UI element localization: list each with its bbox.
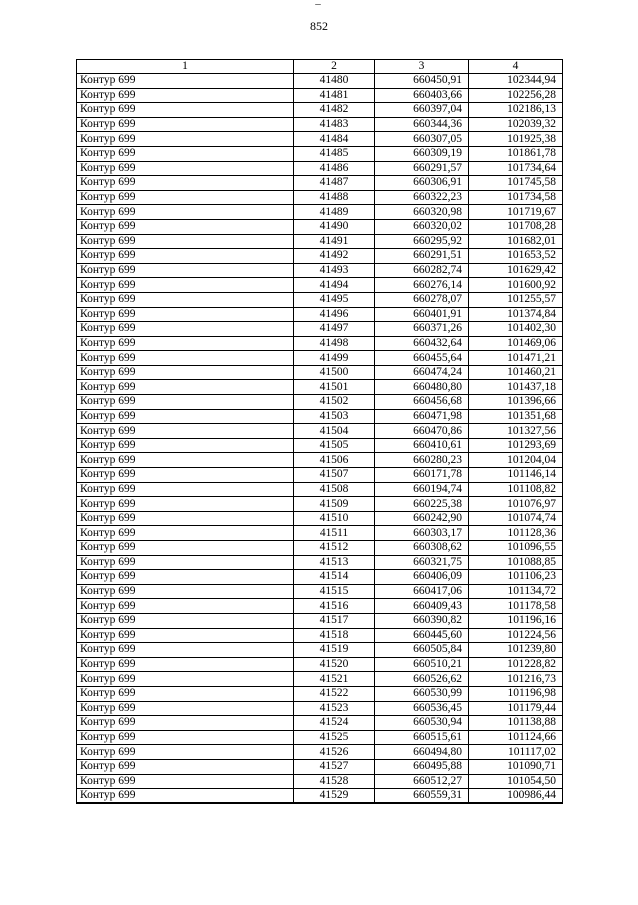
y-coordinate-cell: 101088,85 <box>469 555 563 570</box>
contour-name-cell: Контур 699 <box>77 774 294 789</box>
table-row <box>77 146 563 161</box>
point-number-cell: 41518 <box>294 628 375 643</box>
point-number-cell: 41498 <box>294 336 375 351</box>
contour-name-cell: Контур 699 <box>77 511 294 526</box>
contour-name-cell: Контур 699 <box>77 88 294 103</box>
point-number-cell: 41484 <box>294 132 375 147</box>
table-row <box>77 307 563 322</box>
x-coordinate-cell: 660559,31 <box>375 789 469 804</box>
contour-name-cell: Контур 699 <box>77 380 294 395</box>
contour-name-cell: Контур 699 <box>77 701 294 716</box>
x-coordinate-cell: 660480,80 <box>375 380 469 395</box>
contour-name-cell: Контур 699 <box>77 613 294 628</box>
y-coordinate-cell: 101402,30 <box>469 322 563 337</box>
column-header-2: 2 <box>294 60 375 74</box>
point-number-cell: 41521 <box>294 672 375 687</box>
y-coordinate-cell: 102186,13 <box>469 103 563 118</box>
table-row <box>77 132 563 147</box>
point-number-cell: 41490 <box>294 219 375 234</box>
table-row <box>77 351 563 366</box>
table-row <box>77 292 563 307</box>
x-coordinate-cell: 660171,78 <box>375 468 469 483</box>
table-row <box>77 613 563 628</box>
point-number-cell: 41500 <box>294 365 375 380</box>
x-coordinate-cell: 660225,38 <box>375 497 469 512</box>
point-number-cell: 41497 <box>294 322 375 337</box>
y-coordinate-cell: 101469,06 <box>469 336 563 351</box>
y-coordinate-cell: 101076,97 <box>469 497 563 512</box>
x-coordinate-cell: 660397,04 <box>375 103 469 118</box>
x-coordinate-cell: 660450,91 <box>375 74 469 89</box>
x-coordinate-cell: 660470,86 <box>375 424 469 439</box>
contour-name-cell: Контур 699 <box>77 789 294 804</box>
table-row <box>77 511 563 526</box>
table-row <box>77 190 563 205</box>
x-coordinate-cell: 660307,05 <box>375 132 469 147</box>
x-coordinate-cell: 660303,17 <box>375 526 469 541</box>
table-row <box>77 599 563 614</box>
x-coordinate-cell: 660410,61 <box>375 438 469 453</box>
y-coordinate-cell: 101682,01 <box>469 234 563 249</box>
x-coordinate-cell: 660510,21 <box>375 657 469 672</box>
point-number-cell: 41487 <box>294 176 375 191</box>
point-number-cell: 41504 <box>294 424 375 439</box>
x-coordinate-cell: 660474,24 <box>375 365 469 380</box>
y-coordinate-cell: 101179,44 <box>469 701 563 716</box>
point-number-cell: 41526 <box>294 745 375 760</box>
x-coordinate-cell: 660455,64 <box>375 351 469 366</box>
point-number-cell: 41502 <box>294 395 375 410</box>
point-number-cell: 41489 <box>294 205 375 220</box>
contour-name-cell: Контур 699 <box>77 555 294 570</box>
y-coordinate-cell: 101090,71 <box>469 759 563 774</box>
contour-name-cell: Контур 699 <box>77 249 294 264</box>
contour-name-cell: Контур 699 <box>77 351 294 366</box>
contour-name-cell: Контур 699 <box>77 176 294 191</box>
table-row <box>77 657 563 672</box>
contour-name-cell: Контур 699 <box>77 146 294 161</box>
table-row <box>77 103 563 118</box>
contour-name-cell: Контур 699 <box>77 730 294 745</box>
x-coordinate-cell: 660515,61 <box>375 730 469 745</box>
contour-name-cell: Контур 699 <box>77 438 294 453</box>
point-number-cell: 41501 <box>294 380 375 395</box>
x-coordinate-cell: 660409,43 <box>375 599 469 614</box>
x-coordinate-cell: 660278,07 <box>375 292 469 307</box>
y-coordinate-cell: 101074,74 <box>469 511 563 526</box>
table-row <box>77 234 563 249</box>
point-number-cell: 41516 <box>294 599 375 614</box>
table-row <box>77 482 563 497</box>
y-coordinate-cell: 101653,52 <box>469 249 563 264</box>
contour-name-cell: Контур 699 <box>77 643 294 658</box>
contour-name-cell: Контур 699 <box>77 161 294 176</box>
y-coordinate-cell: 101216,73 <box>469 672 563 687</box>
y-coordinate-cell: 101108,82 <box>469 482 563 497</box>
contour-name-cell: Контур 699 <box>77 278 294 293</box>
y-coordinate-cell: 102344,94 <box>469 74 563 89</box>
x-coordinate-cell: 660536,45 <box>375 701 469 716</box>
x-coordinate-cell: 660471,98 <box>375 409 469 424</box>
x-coordinate-cell: 660291,51 <box>375 249 469 264</box>
y-coordinate-cell: 101178,58 <box>469 599 563 614</box>
point-number-cell: 41528 <box>294 774 375 789</box>
x-coordinate-cell: 660512,27 <box>375 774 469 789</box>
contour-name-cell: Контур 699 <box>77 657 294 672</box>
y-coordinate-cell: 102039,32 <box>469 117 563 132</box>
y-coordinate-cell: 101128,36 <box>469 526 563 541</box>
contour-name-cell: Контур 699 <box>77 482 294 497</box>
point-number-cell: 41485 <box>294 146 375 161</box>
x-coordinate-cell: 660242,90 <box>375 511 469 526</box>
x-coordinate-cell: 660280,23 <box>375 453 469 468</box>
contour-name-cell: Контур 699 <box>77 322 294 337</box>
table-row <box>77 117 563 132</box>
table-row <box>77 497 563 512</box>
point-number-cell: 41481 <box>294 88 375 103</box>
table-row <box>77 672 563 687</box>
y-coordinate-cell: 100986,44 <box>469 789 563 804</box>
point-number-cell: 41494 <box>294 278 375 293</box>
point-number-cell: 41529 <box>294 789 375 804</box>
y-coordinate-cell: 101224,56 <box>469 628 563 643</box>
x-coordinate-cell: 660276,14 <box>375 278 469 293</box>
point-number-cell: 41486 <box>294 161 375 176</box>
table-row <box>77 730 563 745</box>
table-row <box>77 438 563 453</box>
contour-name-cell: Контур 699 <box>77 526 294 541</box>
y-coordinate-cell: 101708,28 <box>469 219 563 234</box>
y-coordinate-cell: 101255,57 <box>469 292 563 307</box>
table-row <box>77 526 563 541</box>
table-row <box>77 745 563 760</box>
contour-name-cell: Контур 699 <box>77 190 294 205</box>
point-number-cell: 41522 <box>294 686 375 701</box>
y-coordinate-cell: 101146,14 <box>469 468 563 483</box>
column-header-4: 4 <box>469 60 563 74</box>
x-coordinate-cell: 660291,57 <box>375 161 469 176</box>
point-number-cell: 41527 <box>294 759 375 774</box>
y-coordinate-cell: 101734,64 <box>469 161 563 176</box>
contour-name-cell: Контур 699 <box>77 219 294 234</box>
contour-name-cell: Контур 699 <box>77 74 294 89</box>
table-row <box>77 249 563 264</box>
table-row <box>77 759 563 774</box>
x-coordinate-cell: 660401,91 <box>375 307 469 322</box>
point-number-cell: 41507 <box>294 468 375 483</box>
point-number-cell: 41483 <box>294 117 375 132</box>
contour-name-cell: Контур 699 <box>77 497 294 512</box>
x-coordinate-cell: 660495,88 <box>375 759 469 774</box>
contour-name-cell: Контур 699 <box>77 263 294 278</box>
point-number-cell: 41508 <box>294 482 375 497</box>
y-coordinate-cell: 101124,66 <box>469 730 563 745</box>
table-row <box>77 541 563 556</box>
page-number: 852 <box>310 19 328 33</box>
column-header-3: 3 <box>375 60 469 74</box>
table-row <box>77 643 563 658</box>
y-coordinate-cell: 101734,58 <box>469 190 563 205</box>
point-number-cell: 41492 <box>294 249 375 264</box>
x-coordinate-cell: 660456,68 <box>375 395 469 410</box>
contour-name-cell: Контур 699 <box>77 336 294 351</box>
x-coordinate-cell: 660432,64 <box>375 336 469 351</box>
point-number-cell: 41519 <box>294 643 375 658</box>
x-coordinate-cell: 660390,82 <box>375 613 469 628</box>
x-coordinate-cell: 660371,26 <box>375 322 469 337</box>
x-coordinate-cell: 660320,02 <box>375 219 469 234</box>
x-coordinate-cell: 660308,62 <box>375 541 469 556</box>
point-number-cell: 41499 <box>294 351 375 366</box>
point-number-cell: 41503 <box>294 409 375 424</box>
y-coordinate-cell: 101600,92 <box>469 278 563 293</box>
y-coordinate-cell: 101196,16 <box>469 613 563 628</box>
contour-name-cell: Контур 699 <box>77 395 294 410</box>
contour-name-cell: Контур 699 <box>77 759 294 774</box>
table-row <box>77 205 563 220</box>
contour-name-cell: Контур 699 <box>77 686 294 701</box>
x-coordinate-cell: 660309,19 <box>375 146 469 161</box>
table-row <box>77 219 563 234</box>
y-coordinate-cell: 101204,04 <box>469 453 563 468</box>
point-number-cell: 41480 <box>294 74 375 89</box>
contour-name-cell: Контур 699 <box>77 205 294 220</box>
table-row <box>77 395 563 410</box>
y-coordinate-cell: 101196,98 <box>469 686 563 701</box>
table-row <box>77 278 563 293</box>
x-coordinate-cell: 660322,23 <box>375 190 469 205</box>
x-coordinate-cell: 660321,75 <box>375 555 469 570</box>
point-number-cell: 41512 <box>294 541 375 556</box>
contour-name-cell: Контур 699 <box>77 234 294 249</box>
table-row <box>77 409 563 424</box>
y-coordinate-cell: 101138,88 <box>469 716 563 731</box>
point-number-cell: 41509 <box>294 497 375 512</box>
y-coordinate-cell: 101106,23 <box>469 570 563 585</box>
x-coordinate-cell: 660320,98 <box>375 205 469 220</box>
table-row <box>77 380 563 395</box>
table-row <box>77 88 563 103</box>
table-row <box>77 176 563 191</box>
y-coordinate-cell: 102256,28 <box>469 88 563 103</box>
y-coordinate-cell: 101460,21 <box>469 365 563 380</box>
table-row <box>77 263 563 278</box>
contour-name-cell: Контур 699 <box>77 468 294 483</box>
table-row <box>77 468 563 483</box>
point-number-cell: 41505 <box>294 438 375 453</box>
point-number-cell: 41513 <box>294 555 375 570</box>
contour-name-cell: Контур 699 <box>77 103 294 118</box>
point-number-cell: 41506 <box>294 453 375 468</box>
contour-name-cell: Контур 699 <box>77 132 294 147</box>
x-coordinate-cell: 660403,66 <box>375 88 469 103</box>
column-header-1: 1 <box>77 60 294 74</box>
table-row <box>77 686 563 701</box>
y-coordinate-cell: 101719,67 <box>469 205 563 220</box>
x-coordinate-cell: 660295,92 <box>375 234 469 249</box>
point-number-cell: 41488 <box>294 190 375 205</box>
y-coordinate-cell: 101054,50 <box>469 774 563 789</box>
table-row <box>77 584 563 599</box>
table-header-row <box>77 60 563 74</box>
table-row <box>77 365 563 380</box>
contour-name-cell: Контур 699 <box>77 292 294 307</box>
contour-name-cell: Контур 699 <box>77 628 294 643</box>
table-row <box>77 336 563 351</box>
table-row <box>77 570 563 585</box>
point-number-cell: 41525 <box>294 730 375 745</box>
y-coordinate-cell: 101374,84 <box>469 307 563 322</box>
y-coordinate-cell: 101239,80 <box>469 643 563 658</box>
x-coordinate-cell: 660526,62 <box>375 672 469 687</box>
y-coordinate-cell: 101351,68 <box>469 409 563 424</box>
contour-name-cell: Контур 699 <box>77 672 294 687</box>
x-coordinate-cell: 660406,09 <box>375 570 469 585</box>
point-number-cell: 41493 <box>294 263 375 278</box>
table-row <box>77 322 563 337</box>
contour-name-cell: Контур 699 <box>77 599 294 614</box>
y-coordinate-cell: 101437,18 <box>469 380 563 395</box>
contour-name-cell: Контур 699 <box>77 716 294 731</box>
point-number-cell: 41510 <box>294 511 375 526</box>
contour-name-cell: Контур 699 <box>77 745 294 760</box>
point-number-cell: 41523 <box>294 701 375 716</box>
contour-name-cell: Контур 699 <box>77 424 294 439</box>
y-coordinate-cell: 101096,55 <box>469 541 563 556</box>
y-coordinate-cell: 101471,21 <box>469 351 563 366</box>
x-coordinate-cell: 660530,94 <box>375 716 469 731</box>
point-number-cell: 41514 <box>294 570 375 585</box>
table-row <box>77 424 563 439</box>
y-coordinate-cell: 101293,69 <box>469 438 563 453</box>
point-number-cell: 41511 <box>294 526 375 541</box>
contour-name-cell: Контур 699 <box>77 584 294 599</box>
x-coordinate-cell: 660344,36 <box>375 117 469 132</box>
x-coordinate-cell: 660306,91 <box>375 176 469 191</box>
point-number-cell: 41515 <box>294 584 375 599</box>
table-row <box>77 716 563 731</box>
point-number-cell: 41496 <box>294 307 375 322</box>
table-row <box>77 701 563 716</box>
coordinates-table <box>76 59 563 804</box>
x-coordinate-cell: 660282,74 <box>375 263 469 278</box>
x-coordinate-cell: 660494,80 <box>375 745 469 760</box>
page-top-mark: – <box>315 0 321 10</box>
point-number-cell: 41517 <box>294 613 375 628</box>
y-coordinate-cell: 101396,66 <box>469 395 563 410</box>
contour-name-cell: Контур 699 <box>77 453 294 468</box>
x-coordinate-cell: 660505,84 <box>375 643 469 658</box>
table-row <box>77 161 563 176</box>
point-number-cell: 41520 <box>294 657 375 672</box>
x-coordinate-cell: 660417,06 <box>375 584 469 599</box>
y-coordinate-cell: 101327,56 <box>469 424 563 439</box>
contour-name-cell: Контур 699 <box>77 365 294 380</box>
y-coordinate-cell: 101228,82 <box>469 657 563 672</box>
x-coordinate-cell: 660445,60 <box>375 628 469 643</box>
point-number-cell: 41491 <box>294 234 375 249</box>
table-row <box>77 74 563 89</box>
contour-name-cell: Контур 699 <box>77 307 294 322</box>
table-row <box>77 628 563 643</box>
table-body <box>77 74 563 804</box>
y-coordinate-cell: 101117,02 <box>469 745 563 760</box>
table-row <box>77 453 563 468</box>
point-number-cell: 41495 <box>294 292 375 307</box>
table-row <box>77 555 563 570</box>
point-number-cell: 41482 <box>294 103 375 118</box>
point-number-cell: 41524 <box>294 716 375 731</box>
y-coordinate-cell: 101745,58 <box>469 176 563 191</box>
table-row <box>77 789 563 804</box>
contour-name-cell: Контур 699 <box>77 409 294 424</box>
contour-name-cell: Контур 699 <box>77 570 294 585</box>
table-row <box>77 774 563 789</box>
x-coordinate-cell: 660530,99 <box>375 686 469 701</box>
contour-name-cell: Контур 699 <box>77 541 294 556</box>
contour-name-cell: Контур 699 <box>77 117 294 132</box>
y-coordinate-cell: 101629,42 <box>469 263 563 278</box>
y-coordinate-cell: 101861,78 <box>469 146 563 161</box>
x-coordinate-cell: 660194,74 <box>375 482 469 497</box>
y-coordinate-cell: 101134,72 <box>469 584 563 599</box>
y-coordinate-cell: 101925,38 <box>469 132 563 147</box>
